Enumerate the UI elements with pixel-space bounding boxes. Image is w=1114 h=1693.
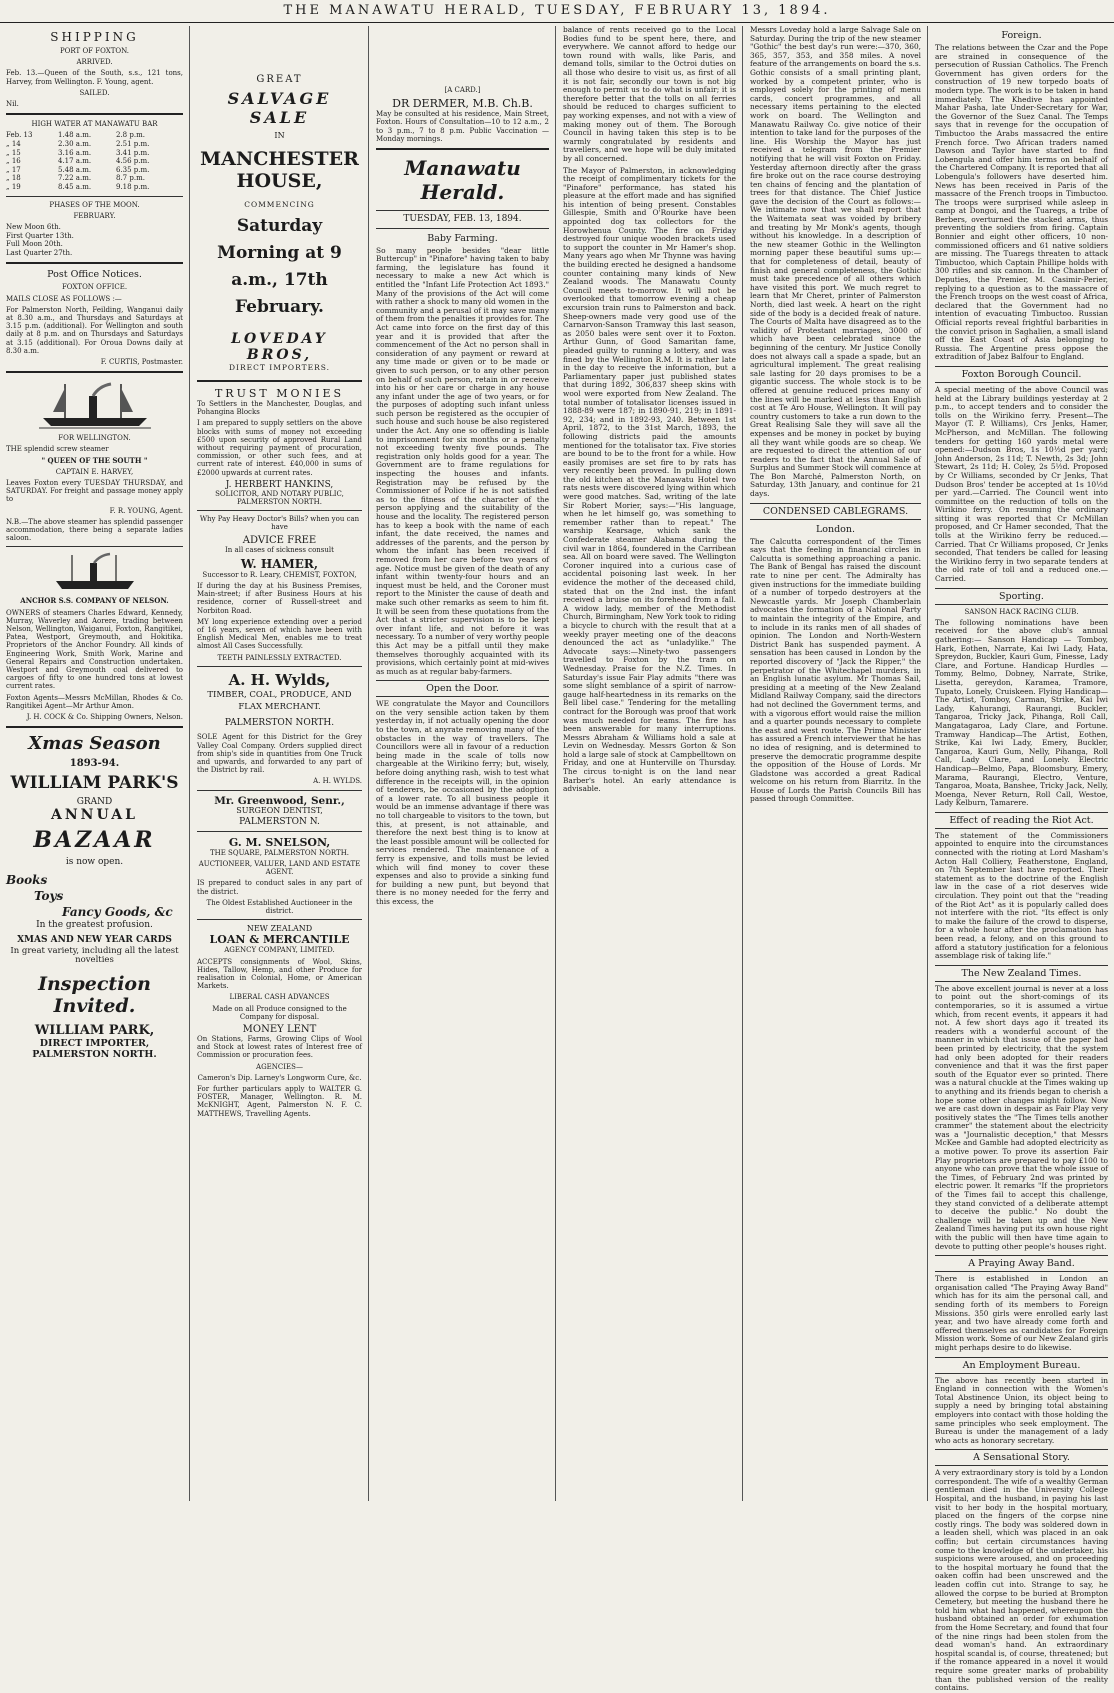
- divider: [6, 262, 183, 264]
- wylds-signature: A. H. WYLDS.: [313, 777, 362, 786]
- liberal-sub: Made on all Produce consigned to the Company for disposal.: [212, 1004, 347, 1021]
- divider: [6, 196, 183, 197]
- agencies-list: Cameron's Dip. Larney's Longworm Cure, &c.: [197, 1073, 362, 1082]
- tide-am: 8.45 a.m.: [58, 182, 92, 191]
- anchor-text: OWNERS of steamers Charles Edward, Kennedy, Murray, Waverley and Aorere, trading between Nelson, Wellington, Waiganui, Foxton, Rangitikei, Patea, Westport, Greymouth, and Hokitika. Proprietors of the Anchor Foundry. All kinds of Engineering Work, Smith Work, Marine and General Repairs and Construction undertaken. Westport and Greymouth coal delivered to cargoes of fifty to one hundred tons at lowest current rates.: [6, 608, 183, 691]
- tide-am: 2.30 a.m.: [58, 140, 92, 149]
- divider: [376, 228, 549, 229]
- greatest-profusion: In the greatest profusion.: [36, 920, 153, 931]
- mails-close: MAILS CLOSE AS FOLLOWS :—: [6, 294, 122, 303]
- post-office-title: Post Office Notices.: [47, 269, 142, 281]
- tide-am: 4.17 a.m.: [58, 157, 92, 166]
- moon-month: FEBRUARY.: [73, 211, 116, 220]
- sanson-club: SANSON HACK RACING CLUB.: [964, 607, 1079, 616]
- card-label: [A CARD.]: [444, 86, 481, 94]
- dr-dermer: DR DERMER, M.B. Ch.B.: [392, 97, 533, 111]
- column-2: [191, 26, 369, 1501]
- commencing: COMMENCING: [244, 200, 315, 209]
- divider: [197, 666, 362, 667]
- tide-date: „ 17: [6, 165, 21, 174]
- xmas-cards: XMAS AND NEW YEAR CARDS: [17, 934, 172, 945]
- moon-list: [6, 223, 183, 257]
- snelson: G. M. SNELSON,: [228, 835, 331, 849]
- steamer-name: " QUEEN OF THE SOUTH ": [41, 455, 148, 465]
- arrived-heading: ARRIVED.: [76, 58, 113, 67]
- tide-pm: 2.51 p.m.: [116, 140, 150, 149]
- employment-bureau-text: The above has recently been started in England in connection with the Women's Total Abstinence Union, its object being to supply a need by bringing total abstaining employers into contact with those holding the same principles who seek employment. The Bureau is under the management of a lady who acts as honorary secretary.: [935, 1375, 1108, 1445]
- particulars: For further particulars apply to WALTER G. FOSTER, Manager, Wellington. R. M. McKNIGHT, Agent, Palmerston N. F. C. MATTHEWS, Travelling Agents.: [197, 1084, 362, 1118]
- divider: [6, 726, 183, 728]
- nz-times-title: The New Zealand Times.: [935, 965, 1108, 982]
- anchor-title: ANCHOR S.S. COMPANY OF NELSON.: [20, 596, 169, 606]
- divider: [6, 371, 183, 373]
- column-5: [744, 26, 928, 1501]
- open-door-title: Open the Door.: [376, 680, 549, 697]
- moon-phase: Last Quarter 27th.: [6, 248, 73, 257]
- steamer-nb: N.B.—The above steamer has splendid passenger accommodation, there being a separate ladies saloon.: [6, 517, 183, 543]
- wylds-sub: TIMBER, COAL, PRODUCE, AND FLAX MERCHANT.: [207, 689, 352, 712]
- tide-pm: 8.7 p.m.: [116, 174, 145, 183]
- open-door-text: WE congratulate the Mayor and Councillors on the very sensible action taken by them yesterday in, if not actually opening the door to the town, at anyrate removing many of the obstacles in the way of travellers. The Councillors were all in favour of a reduction being made in the scale of tolls now chargeable at the Wirikino ferry; but, wisely, before doing anything rash, wish to test what difference in the receipts will, in the opinion of tenderers, be occasioned by the adoption of a lower rate. To all business people it would be an immense advantage if there was no toll chargeable to visitors to the town, but this, at present, is not attainable, and therefore the next best thing is to know at the least possible amount will be collected for services rendered. The maintenance of a ferry is expensive, and tolls must be levied which will find money to cover these expenses and also to provide a sinking fund for building a new punt, but beyond that there is no money needed for the ferry and this excess, the: [376, 699, 549, 906]
- steamship-illustration: [35, 378, 155, 430]
- tide-date: „ 14: [6, 140, 21, 149]
- port-of-foxton: PORT OF FOXTON.: [59, 47, 130, 55]
- trust-body: I am prepared to supply settlers on the above blocks with sums of money not exceeding £500 upon security of approved Rural Land without requiring payment of procuration, commission, or other such fees, and at current rate of interest. £40,000 in sums of £2000 upwards at current rates.: [197, 419, 362, 477]
- column-4: [557, 26, 743, 1501]
- why-pay: Why Pay Heavy Doctor's Bills? when you can have: [199, 515, 360, 532]
- hamer-body: If during the day at his Business Premises, Main-street; if after Business Hours at his residence, corner of Russell-street and Norbiton Road.: [197, 582, 362, 615]
- borough-council-text: A special meeting of the above Council was held at the Library buildings yesterday at 2 p.m., to accept tenders and to consider the tolls on the Wirikino ferry. Present—The Mayor (T. P. Williams), Crs Jenks, Hamer, McPherson, and McMillan. The following tenders for getting 160 yards metal were opened:—Dudson Bros, 1s 10½d per yard; John Anderson, 2s 11d; T. Newth, 2s 3d; John Stewart, 2s 11d; H. Coley, 2s 5½d. Proposed by Cr Williams, seconded by Cr Jenks, That Dudson Bros' tender be accepted at 1s 10½d per yard.—Carried. The Council went into committee on the reduction of tolls on the Wirikino ferry. On resuming the ordinary sitting it was reported that Cr McMillan proposed, and Cr Hamer seconded, That the tolls at the Wirikino ferry be reduced.—Carried. That Cr Williams proposed, Cr Jenks seconded, That tenders be called for leasing the Wirikino ferry in two separate tenders at the old rate of toll and a reduced one.—Carried.: [935, 384, 1108, 584]
- snelson-sub: THE SQUARE, PALMERSTON NORTH.: [209, 848, 350, 857]
- divider: [6, 113, 183, 115]
- divider: [197, 831, 362, 832]
- direct-importers: DIRECT IMPORTERS.: [229, 363, 330, 372]
- greenwood: Mr. Greenwood, Senr.,: [214, 794, 345, 807]
- steamer-text: THE splendid screw steamer: [6, 445, 109, 454]
- hankins: J. HERBERT HANKINS,: [225, 479, 334, 490]
- tide-am: 3.16 a.m.: [58, 148, 92, 157]
- palmerston-n: PALMERSTON N.: [239, 817, 320, 828]
- toys: Toys: [34, 889, 64, 904]
- great-variety: In great variety, including all the latest novelties: [10, 946, 179, 966]
- hamer: W. HAMER,: [240, 556, 319, 571]
- baby-farming-title: Baby Farming.: [427, 232, 498, 244]
- riot-act-title: Effect of reading the Riot Act.: [935, 812, 1108, 829]
- auctioneer: AUCTIONEER, VALUER, LAND AND ESTATE AGENT.: [198, 860, 361, 877]
- local-news-continued: Messrs Loveday hold a large Salvage Sale on Saturday. During the trip of the new steamer "Gothic" the best day's run were:—370, 360, 365, 357, 353, and 358 miles. A novel feature of the arrangements on board the s.s. Gothic consists of a small printing plant, worked by a competent printer, who is employed solely for the printing of menu cards, concert programmes, and all necessary items pertaining to the elected work on board. The Wellington and Manawatu Railway Co. give notice of their intention to take land for the purposes of the line. His Worship the Mayor has just received a telegram from the Premier notifying that he will visit Foxton on Friday. Yesterday afternoon directly after the grass fire broke out on the race course destroying ten chains of fencing and the plantation of trees for that distance. The Chief Justice gave the decision of the Court as follows:—We intimate now that we shall report that the Waitemata seat was voided by bribery and treating by Mr Monk's agents, though without his knowledge. In a description of the new steamer Gothic in the Wellington morning paper these beautiful sums up:—that for completeness of detail, beauty of finish and general completeness, the Gothic must take precedence of all others which have visited this port. We much regret to learn that Mr Cheret, printer of Palmerston North, died last week. A heart on the right side of the body is a decided freak of nature. The Courts of Malta have disagreed as to the validity of Protestant marriages, 3000 of which have been celebrated since the beginning of the century. Mr Justice Conolly does not always call a spade a spade, but an agricultural implement. The great realising sale lasting for 20 days promises to be a gigantic success. The whole stock is to be offered at genuine reduced prices many of the lines will be marked at less than English cost at Te Aro House, Wellington. It will pay country customers to take a run down to the Great Realising Sale they will save all the expenses and be money in pocket by buying all they want while goods are so cheap. We are requested to direct the attention of our readers to the fact that the Annual Sale of Surplus and Summer Stock will commence at The Bon Marché, Palmerston North, on Saturday, 13th January, and continue for 21 days.: [750, 25, 921, 499]
- tide-pm: 2.8 p.m.: [116, 131, 145, 140]
- local-news: The Mayor of Palmerston, in acknowledging the receipt of complimentary tickets for the "Pinafore" performance, has stated his pleasure at the effort made and has signified his intention of being present. Constables Gillespie, Smith and O'Rourke have been appointed dog tax collectors for the Horowhenua County. The fire on Friday destroyed four unique wooden brackets used to support the counter in Mr Hamer's shop. Many years ago when Mr Thynne was having the building erected he designed a handsome counter containing many kinds of New Zealand woods. The Manawatu County Council meets to-morrow. It will not be overlooked that tomorrow evening a cheap excursion train runs to Palmerston and back. Sheep-owners made very good use of the Carnarvon-Sanson Tramway this last season, as 2050 bales were sent over it to Foxton. Arthur Gunn, of Good Samaritan fame, pleaded guilty to running a lottery, and was fined by the Wellington R.M. It is rather late in the day to receive the information, but a Parliamentary paper just published states that during 1892, 306,837 sheep skins with wool were exported from New Zealand. The total number of totalisator licenses issued in 1888-89 were 187; in 1890-91, 219; in 1891-92, 234; and in 1892-93, 240. Between 1st April, 1872, to the 31st March, 1893, the following districts paid the amounts mentioned for the totalisator tax. Five stories are bound to be to the front for a while. How easily promises are set fire to by rats has very recently been proved. In pulling down the old kitchen at the Manawatu Hotel two rats nests were discovered lying within which were good matches. Sad, writing of the late Sir Robert Morier, says:—"His language, when he let himself go, was something to remember rather than to repeat." The warship Kearsage, which sank the Confederate steamer Alabama during the civil war in 1864, foundered in the Carribean sea. All on board were saved. The Wellington Coroner inquired into a curious case of accidental poisoning last week. In her evidence the mother of the deceased child, stated that on the 2nd inst. the infant received a bruise on its forehead from a fall. A widow lady, member of the Methodist Church, Birmingham, New York took to riding a bicycle to church with the result that at a weekly prayer meeting one of the deacons denounced the act as "unladylike." The Advocate says:—Ninety-two passengers travelled to Foxton by the tram on Wednesday. Praise for the N.Z. Times. In Saturday's issue Fair Play admits "there was some slight semblance of a spirit of narrow-gauge half-heartedness in its remarks on the Bell libel case." Tendering for the metalling contract for the Borough was proof that work was much needed for teams. The fire has been answerable for many interruptions. Messrs Abraham & Williams hold a sale at Levin on Wednesday. Messrs Gorton & Son hold a large sale of stock at Campbelltown on Friday, and one at Hunterville on Thursday. The circus to-night is on the land near Barber's hotel. An early attendance is advisable.: [563, 165, 736, 794]
- tide-table: [6, 131, 183, 191]
- dermer-body: May be consulted at his residence, Main Street, Foxton. Hours of Consultation—10 to 12 a.m., 2 to 3 p.m., 7 to 8 p.m. Public Vaccination — Monday mornings.: [376, 110, 549, 143]
- xmas-season: Xmas Season: [28, 733, 161, 755]
- money-body: On Stations, Farms, Growing Clips of Wool and Stock at lowest rates of Interest free of Commission or procuration fees.: [197, 1034, 362, 1060]
- tide-am: 7.22 a.m.: [58, 174, 92, 183]
- divider: [197, 919, 362, 920]
- cablegrams-title: CONDENSED CABLEGRAMS.: [750, 503, 921, 520]
- consult: In all cases of sickness consult: [225, 545, 334, 554]
- tide-row: [6, 174, 183, 183]
- sensational-story-text: A very extraordinary story is told by a London correspondent. The wife of a wealthy German gentleman died in the University College Hospital, and the husband, in paying his last visit to her body in the hospital mortuary, placed on the fingers of the corpse nine costly rings. The body was soldered down in a leaden shell, which was placed in an oak coffin; but certain circumstances having come to the knowledge of the undertaker, his suspicions were aroused, and on proceeding to the hospital mortuary he found that the oaken coffin had been unscrewed and the leaden coffin cut into. Strange to say, he allowed the corpse to be buried at Brompton Cemetery, but meeting the husband there he told him what had happened, whereupon the husband obtained an order for exhumation from the Home Secretary, and found that four of the nine rings had been stolen from the dead woman's hand. An extraordinary hospital scandal is, of course, threatened; but if the romance appeared in a novel it would require some greater marks of probability than the published version of the reality contains.: [935, 1468, 1108, 1693]
- tide-row: [6, 140, 183, 149]
- post-office-name: FOXTON OFFICE.: [61, 283, 128, 292]
- divider: [197, 380, 362, 382]
- hankins-sub: SOLICITOR, AND NOTARY PUBLIC, PALMERSTON NORTH.: [215, 489, 344, 507]
- divider: [197, 510, 362, 511]
- baby-farming-text: So many people besides "dear little Buttercup" in "Pinafore" having taken to baby farming, the legislature has found it necessary to make a new Act which is entitled the "Infant Life Protection Act 1893." Many of the provisions of the Act will come with rather a shock to many old women in the community and a perusal of it may save many of them from the penalties it provides for. The Act came into force on the first day of this year and it is provided that after the commencement of the Act no person shall in consideration of any payment or reward at any time made or given or to be made or given to such person, or to any other person on behalf of such person, retain in or receive into his or her care or charge in any house any infant under the age of two years, or for the purposes of adopting such infant unless such person be registered as the occupier of such house and such house be also registered under the Act. Any one so offending is liable to imprisonment for six months or a penalty not exceeding twenty five pounds. The registration only holds good for a year. The Government are to frame regulations for inspecting the houses and infants. Registration may be refused by the Commissioner of Police if he is not satisfied as to the fitness of the character of the person applying and the suitability of the house and the locality. The registered person has to keep a book with the name of each infant, the date received, the names and addresses of the parents, and the person by whom the infant has been received if removed from her care before two years of age. Notice must be given of the death of any infant within twenty-four hours and an inquest must be held, and the Coroner must report to the Minister the cause of death and make such other remarks as seem to him fit. It will be seen from these quotations from the Act that a stricter supervision is to be kept over infant life, and not before it was necessary. To a number of very worthy people this Act may be a pitfall until they make themselves thoroughly acquainted with its provisions, which certainly point at mid-wives as much as at regular baby-farmers.: [376, 245, 549, 676]
- sailed-heading: SAILED.: [79, 88, 110, 97]
- moon-phase: First Quarter 13th.: [6, 231, 74, 240]
- loveday-bros: LOVEDAY BROS,: [231, 331, 328, 363]
- palmerston-north: PALMERSTON NORTH.: [224, 717, 335, 728]
- anchor-ship-illustration: [50, 551, 140, 593]
- trust-monies: TRUST MONIES: [214, 387, 345, 400]
- hamer-sub: Successor to R. Leary, CHEMIST, FOXTON,: [202, 570, 357, 579]
- riot-act-text: The statement of the Commissioners appointed to enquire into the circumstances connected with the rioting at Lord Masham's Acton Hall Colliery, Featherstone, England, on 7th September last have reported. Their statement as to the doctrine of the English law in the case of a riot deserves wide circulation. They point out that the "reading of the Riot Act" as it is popularly called does not interfere with the riot. "Its effect is only to make the failure of the crowd to disperse, for a whole hour after the proclamation has been read, a felony, and on this ground to afford a statutory justification for a felonious assemblage risk of taking life.": [935, 830, 1108, 961]
- tide-am: 5.48 a.m.: [58, 165, 92, 174]
- praying-band-text: There is established in London an organisation called "The Praying Away Band" which has for its aim the personal call, and sending forth of its members to Foreign Missions. 350 girls were enrolled early last year, and two have already come forth and offered themselves as candidates for Foreign Mission work. Some of our New Zealand girls might perhaps desire to do likewise.: [935, 1274, 1108, 1352]
- tide-row: [6, 157, 183, 166]
- tide-date: „ 18: [6, 174, 21, 183]
- cablegrams-text: The Calcutta correspondent of the Times says that the feeling in financial circles in Calcutta is something approaching a panic. The Bank of Bengal has raised the discount rate to nine per cent. The Admiralty has given instructions for the immediate building of a number of torpedo destroyers at the Newcastle yards. Mr Joseph Chamberlain advocates the formation of a National Party to maintain the integrity of the Empire, and to include in its ranks men of all shades of opinion. The London and North-Western District Bank has suspended payment. A sensation has been caused in London by the reported discovery of "Jack the Ripper," the perpetrator of the Whitechapel murders, in an English lunatic asylum. Mr Thomas Sail, presiding at a meeting of the New Zealand Midland Railway Company, said the directors had not declined the Government terms, and with a vigorous effort would raise the million and a quarter pounds necessary to complete the east and west route. The Prime Minister has assured a French interviewer that he has no idea of resigning, and is determined to preserve the democratic programme despite the opposition of the House of Lords. Mr Gladstone was accorded a great Radical welcome on his return from Biarritz. In the House of Lords the Parish Councils Bill has passed through Committee.: [750, 536, 921, 804]
- anchor-agents: Foxton Agents—Messrs McMillan, Rhodes & Co. Rangitikei Agent—Mr Arthur Amon.: [6, 693, 183, 710]
- tide-row: [6, 149, 183, 158]
- liberal-advances: LIBERAL CASH ADVANCES: [229, 993, 330, 1002]
- postmaster: F. CURTIS, Postmaster.: [100, 357, 183, 366]
- column-3: [370, 26, 556, 1501]
- salvage-sale: SALVAGE SALE: [227, 89, 332, 127]
- books: Books: [6, 873, 48, 888]
- agencies: AGENCIES—: [256, 1062, 303, 1071]
- annual: ANNUAL: [51, 807, 138, 824]
- loan-body: ACCEPTS consignments of Wool, Skins, Hides, Tallow, Hemp, and other Produce for realisation in Colonial, Home, or American Markets.: [197, 957, 362, 991]
- tide-date: Feb. 13: [6, 131, 33, 140]
- trust-text: To Settlers in the Manchester, Douglas, and Pohangina Blocks: [197, 400, 362, 417]
- in: IN: [274, 131, 285, 140]
- sporting-text: The following nominations have been received for the above club's annual gathering:— Sanson Handicap — Tomboy, Hark, Eothen, Narrate, Kai Iwi Lady, Hata, Spreydon, Buckler, Kauri Gum, Finesse, Lady Clare, and Fortune. Handicap Hurdles — Tommy, Belmo, Dobney, Narrate, Strike, Lisetta, gereydon, Karamea, Tramore, Tupato, Lonely, Cruiskeen. Flying Handicap—The Artist, Tomboy, Carman, Strike, Kai Iwi Lady, Kahurangi, Raurangi, Buckler, Tangaroa, Tricky Jack, Pihanga, Roll Call, Mangatagaroa, Lady Clare, and Fortune. Tramway Handicap—The Artist, Eothen, Strike, Kai Iwi Lady, Emery, Buckler, Tangaroa, Kauri Gum, Nelly, Pihanga, Roll Call, Lady Clare, and Lonely. Electric Handicap—Belmo, Papa, Bloomsbury, Emery, Marama, Raurangi, Electro, Venture, Tangaroa, Moata, Banshee, Tricky Jack, Nelly, Moenga, Never Return, Roll Call, Westoe, Lady Kelburn, Tamarere.: [935, 617, 1108, 808]
- borough-council-title: Foxton Borough Council.: [935, 366, 1108, 383]
- london-heading: London.: [815, 523, 856, 535]
- teeth-extracted: TEETH PAINLESSLY EXTRACTED.: [217, 653, 342, 662]
- money-lent: MONEY LENT: [242, 1023, 317, 1035]
- nz-times-text: The above excellent journal is never at a loss to point out the short-comings of its contemporaries, so it is assumed a virtue which, from recent events, it appears it had not. A few short days ago it treated its readers with a wonderful account of the manner in which that issue of the paper had been printed by electricity, that the system had only been adopted for their readers convenience and that it was the first paper south of the Equator ever so printed. There was a natural chuckle at the Times waking up to anything and its friends began to cherish a hope some other changes might follow. Now we are cast down in despair as Fair Play very positively states the "The Times tells another crammer" the statement about the electricity was a "Journalistic deception," that Messrs McKee and Gamble had adopted electricity as a motive power. To prove its assertion Fair Play proprietors are prepared to pay £100 to anyone who can prove that the whole issue of the Times, of February 2nd was printed by electric power. It remarks "If the proprietors of the Times fail to accept this challenge, they stand convicted of a deliberate attempt to deceive the public." No doubt the challenge will be taken up and the New Zealand Times having put its own house right with the public will then have time again to devote to putting other people's houses right.: [935, 983, 1108, 1251]
- william-parks: WILLIAM PARK'S: [10, 773, 179, 794]
- tide-pm: 3.41 p.m.: [116, 148, 150, 157]
- loan-mercantile: LOAN & MERCANTILE: [209, 933, 350, 947]
- moon-title: PHASES OF THE MOON.: [49, 200, 140, 209]
- now-open: is now open.: [65, 857, 124, 868]
- foreign-text: The relations between the Czar and the Pope are strained in consequence of the persecution of Russian Catholics. The French Government has given orders for the construction of 19 new torpedo boats of modern type. The work is to be taken in hand immediately. The Khedive has appointed Mahar Pasha, late Under-Secretary for War, the Governor of the Suez Canal. The Temps says that in revenge for the occupation of Timbuctoo the Arabs massacred the entire French force. Two African traders named Dawson and Taylor have started to find Lobengula and offer him terms on behalf of the Chartered Company. It is reported that all Lobengula's followers have deserted him. News has been received in Paris of the massacre of the French troops in Timbuctoo. The troops were surprised while asleep in camp at Dongoi, and the Tuaregs, a tribe of Berbers, overturned the stacked arms, thus preventing the soldiers from firing. Captain Bonnier and eight other officers, 10 non-commissioned officers and 61 native soldiers are missing. The Tuaregs threaten to attack Timbuctoo, which Captain Phillipe holds with 300 rifles and six cannon. In the Chamber of Deputies, the Premier, M. Casimir-Perier, replying to a question as to the massacre of the French troops on the west coast of Africa, declared that the Government had no intention of evacuating Timbuctoo. Russian Official reports reveal frightful barbarities in the convict prison in Saghalien, a small island off the East Coast of Asia belonging to Russia. The Argentine press oppose the extradition of Jabez Balfour to England.: [935, 43, 1108, 362]
- tide-date: „ 16: [6, 157, 21, 166]
- issue-date: TUESDAY, FEB. 13, 1894.: [403, 214, 522, 225]
- divider: [197, 790, 362, 791]
- bazaar: BAZAAR: [33, 827, 156, 854]
- tide-row: [6, 183, 183, 192]
- editorial-continued: balance of rents received go to the Local Bodies fund to be spent here, there, and everywhere. We cannot afford to hedge our town round with walls, like Paris, and demand tolls, similar to the Octroi duties on all those who desire to visit us, as first of all it is not fair, secondly our town is not big enough to permit us to do what is unfair; it is therefore better that the tolls on all ferries should be reduced to charges sufficient to pay working expenses, and not with a view of making money out of them. The Borough Council in having taken this step is to be warmly congratulated by residents and travellers, and we hope will be duly imitated by all concerned.: [563, 25, 736, 163]
- sailed-text: Nil.: [6, 100, 19, 109]
- mails-text: For Palmerston North, Feilding, Wanganui daily at 8.30 a.m., and Thursdays and Saturdays at 3.15 p.m. (additional). For Wellington and south daily at 8 p.m. and on Thursdays and Saturdays at 3.15 (additional). For Oroua Downs daily at 8.30 a.m.: [6, 305, 183, 355]
- surgeon-dentist: SURGEON DENTIST,: [236, 805, 323, 815]
- moon-phase: New Moon 6th.: [6, 222, 61, 231]
- fancy-goods: Fancy Goods, &c: [62, 905, 173, 920]
- saturday-morning: Saturday Morning at 9 a.m., 17th February.: [217, 216, 342, 317]
- manchester-house: MANCHESTER HOUSE,: [200, 148, 359, 192]
- snelson-body: IS prepared to conduct sales in any part of the district.: [197, 879, 362, 896]
- william-park: WILLIAM PARK,: [34, 1022, 155, 1038]
- direct-importer: DIRECT IMPORTER, PALMERSTON NORTH.: [32, 1037, 157, 1060]
- great: GREAT: [256, 74, 303, 85]
- steamer-agent: F. R. YOUNG, Agent.: [109, 506, 183, 515]
- divider: [376, 148, 549, 150]
- for-wellington: FOR WELLINGTON.: [58, 434, 131, 443]
- tide-pm: 4.56 p.m.: [116, 157, 150, 166]
- wylds: A. H. Wylds,: [228, 670, 331, 689]
- new-zealand: NEW ZEALAND: [246, 924, 313, 934]
- moon-phase: Full Moon 20th.: [6, 240, 63, 249]
- sole-agent: SOLE Agent for this District for the Grey Valley Coal Company. Orders supplied direct from ship's side in quantities from One Truck and upwards, and forwarded to any part of the District by rail.: [197, 733, 362, 775]
- column-1: [0, 26, 190, 1501]
- inspection-invited: Inspection Invited.: [38, 972, 151, 1017]
- loan-sub: AGENCY COMPANY, LIMITED.: [224, 946, 335, 955]
- paper-title: Manawatu Herald.: [404, 156, 521, 205]
- arrived-text: Feb. 13.—Queen of the South, s.s., 121 tons, Harvey, from Wellington. F. Young, agent.: [6, 69, 183, 86]
- employment-bureau-title: An Employment Bureau.: [935, 1357, 1108, 1374]
- masthead: THE MANAWATU HERALD, TUESDAY, FEBRUARY 13, 1894.: [0, 0, 1114, 23]
- column-6: [929, 26, 1114, 1693]
- anchor-owner: J. H. COCK & Co. Shipping Owners, Nelson.: [26, 713, 183, 722]
- oldest-auctioneer: The Oldest Established Auctioneer in the district.: [206, 898, 353, 916]
- tide-pm: 6.35 p.m.: [116, 165, 150, 174]
- experience: MY long experience extending over a period of 16 years, seven of which have been with English Medical Men, enables me to treat almost All Cases Successfully.: [197, 617, 362, 651]
- xmas-year: 1893-94.: [69, 758, 120, 770]
- praying-band-title: A Praying Away Band.: [935, 1255, 1108, 1272]
- foreign-title: Foreign.: [1001, 30, 1042, 41]
- divider: [6, 546, 183, 547]
- tide-title: HIGH WATER AT MANAWATU BAR: [31, 120, 158, 129]
- sensational-story-title: A Sensational Story.: [935, 1449, 1108, 1466]
- tide-date: „ 15: [6, 148, 21, 157]
- divider: [376, 210, 549, 211]
- tide-pm: 9.18 p.m.: [116, 182, 150, 191]
- tide-row: [6, 131, 183, 140]
- grand: GRAND: [76, 797, 113, 808]
- shipping-title: SHIPPING: [50, 30, 139, 44]
- steamer-leaves: Leaves Foxton every TUESDAY THURSDAY, and SATURDAY. For freight and passage money apply to: [6, 479, 183, 504]
- captain: CAPTAIN E. HARVEY,: [55, 467, 134, 476]
- advice-free: ADVICE FREE: [242, 534, 317, 546]
- tide-am: 1.48 a.m.: [58, 131, 92, 140]
- tide-date: „ 19: [6, 182, 21, 191]
- sporting-title: Sporting.: [935, 588, 1108, 605]
- tide-row: [6, 166, 183, 175]
